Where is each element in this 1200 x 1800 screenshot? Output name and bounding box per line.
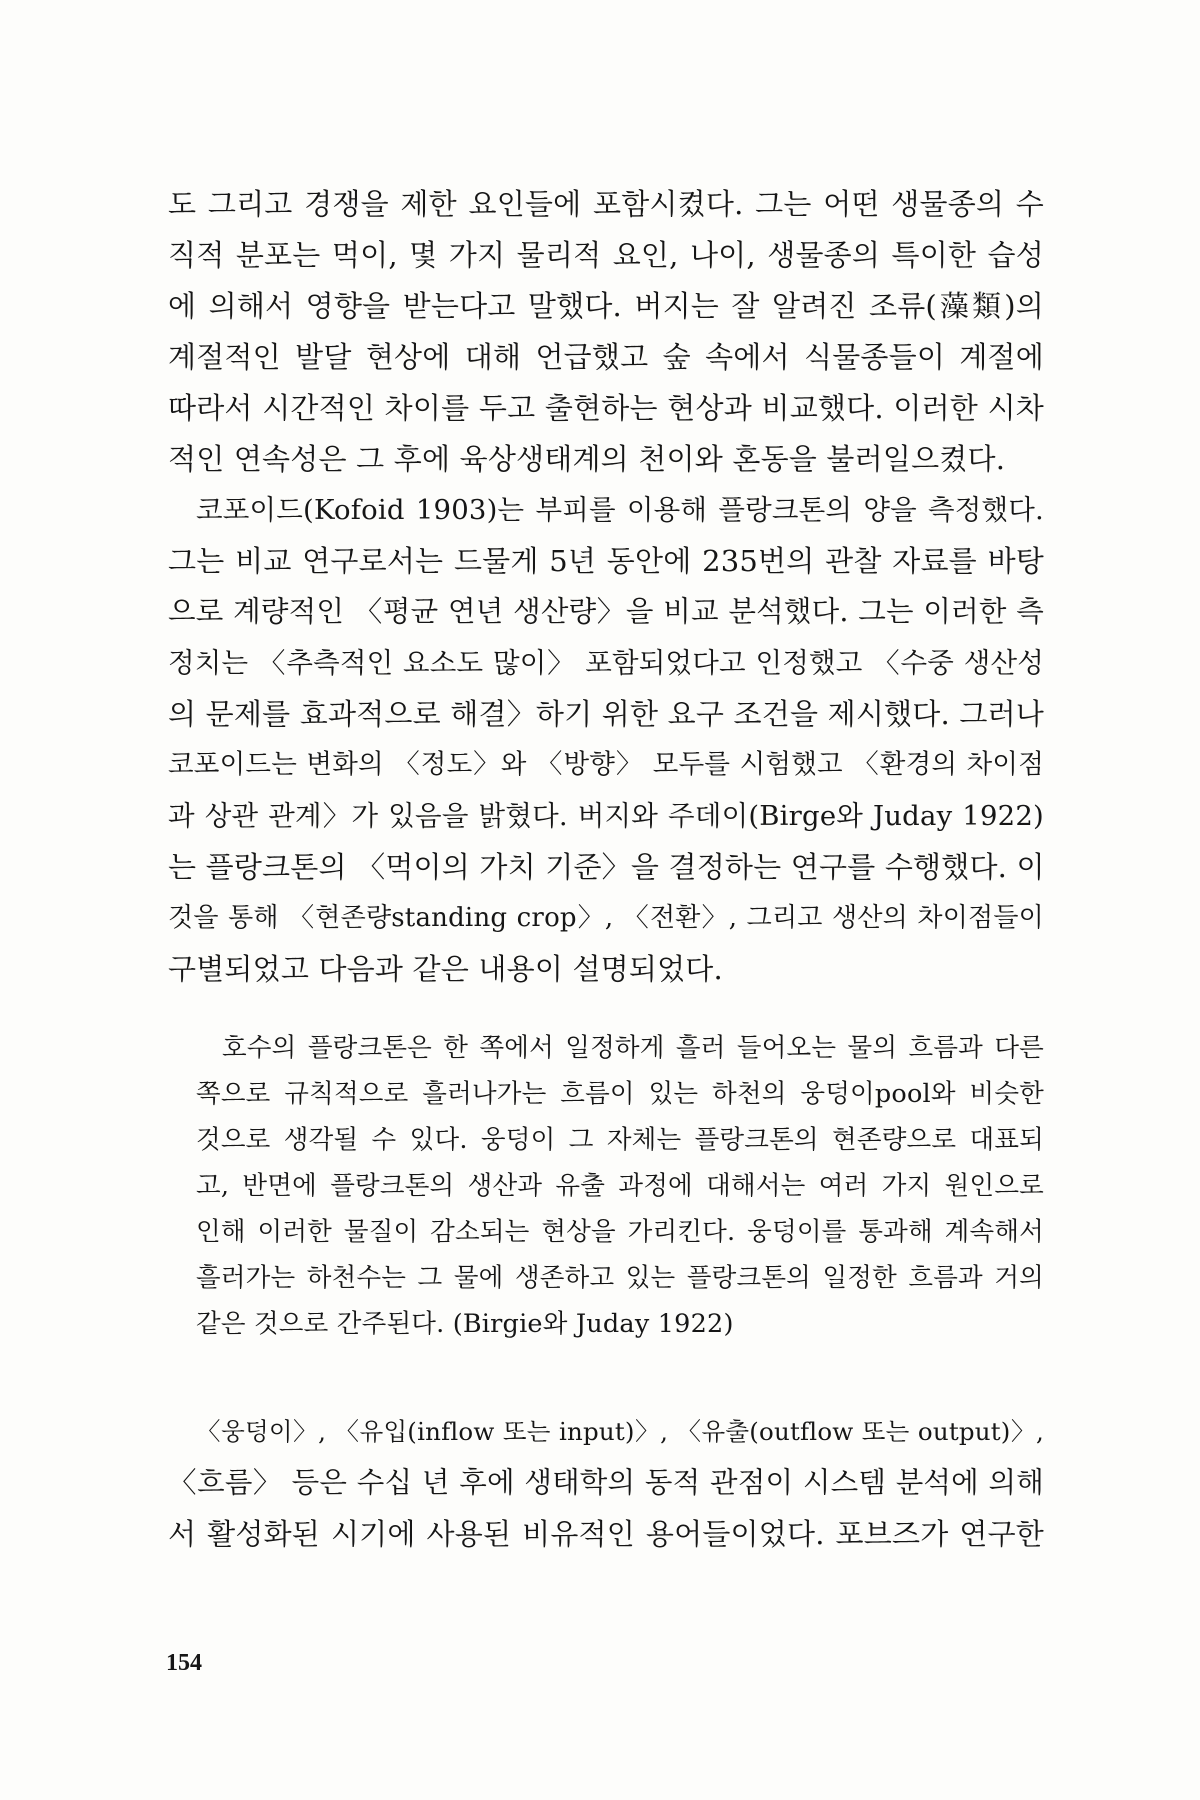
text-line: 의 문제를 효과적으로 해결〉하기 위한 요구 조건을 제시했다. 그러나 [168, 697, 1044, 731]
text-line: 적인 연속성은 그 후에 육상생태계의 천이와 혼동을 불러일으켰다. [168, 442, 1006, 476]
quote-line: 고, 반면에 플랑크톤의 생산과 유출 과정에 대해서는 여러 가지 원인으로 [196, 1171, 1044, 1201]
text-line: 으로 계량적인 〈평균 연년 생산량〉을 비교 분석했다. 그는 이러한 측 [168, 595, 1044, 628]
text-line: 서 활성화된 시기에 사용된 비유적인 용어들이었다. 포브즈가 연구한 [168, 1517, 1044, 1551]
quote-line: 쪽으로 규칙적으로 흘러나가는 흐름이 있는 하천의 웅덩이pool와 비슷한 [196, 1079, 1044, 1109]
text-line: 는 플랑크톤의 〈먹이의 가치 기준〉을 결정하는 연구를 수행했다. 이 [168, 850, 1045, 884]
text-line: 계절적인 발달 현상에 대해 언급했고 숲 속에서 식물종들이 계절에 [168, 340, 1044, 374]
text-line: 것을 통해 〈현존량standing crop〉, 〈전환〉, 그리고 생산의 차이점들이 [168, 903, 1044, 933]
quote-line: 흘러가는 하천수는 그 물에 생존하고 있는 플랑크톤의 일정한 흐름과 거의 [196, 1263, 1044, 1293]
text-line: 〈웅덩이〉, 〈유입(inflow 또는 input)〉, 〈유출(outflow 또는 output)〉, [196, 1417, 1044, 1446]
quote-line: 인해 이러한 물질이 감소되는 현상을 가리킨다. 웅덩이를 통과해 계속해서 [196, 1217, 1044, 1247]
text-line: 도 그리고 경쟁을 제한 요인들에 포함시켰다. 그는 어떤 생물종의 수 [168, 187, 1044, 221]
text-line: 구별되었고 다음과 같은 내용이 설명되었다. [168, 952, 723, 986]
text-line: 코포이드(Kofoid 1903)는 부피를 이용해 플랑크톤의 양을 측정했다. [196, 494, 1044, 526]
text-line: 직적 분포는 먹이, 몇 가지 물리적 요인, 나이, 생물종의 특이한 습성 [168, 238, 1044, 272]
text-line: 그는 비교 연구로서는 드물게 5년 동안에 235번의 관찰 자료를 바탕 [168, 544, 1044, 578]
text-line: 〈흐름〉 등은 수십 년 후에 생태학의 동적 관점이 시스템 분석에 의해 [168, 1466, 1044, 1499]
page-number: 154 [166, 1650, 202, 1676]
quote-line: 같은 것으로 간주된다. (Birgie와 Juday 1922) [196, 1309, 734, 1339]
text-line: 과 상관 관계〉가 있음을 밝혔다. 버지와 주데이(Birge와 Juday 1922) [168, 800, 1044, 832]
text-line: 따라서 시간적인 차이를 두고 출현하는 현상과 비교했다. 이러한 시차 [168, 391, 1044, 425]
quote-line: 호수의 플랑크톤은 한 쪽에서 일정하게 흘러 들어오는 물의 흐름과 다른 [222, 1033, 1044, 1063]
text-line: 에 의해서 영향을 받는다고 말했다. 버지는 잘 알려진 조류(藻類)의 [168, 289, 1044, 323]
text-line: 정치는 〈추측적인 요소도 많이〉 포함되었다고 인정했고 〈수중 생산성 [168, 647, 1044, 679]
text-line: 코포이드는 변화의 〈정도〉와 〈방향〉 모두를 시험했고 〈환경의 차이점 [168, 749, 1044, 780]
quote-line: 것으로 생각될 수 있다. 웅덩이 그 자체는 플랑크톤의 현존량으로 대표되 [196, 1125, 1044, 1155]
